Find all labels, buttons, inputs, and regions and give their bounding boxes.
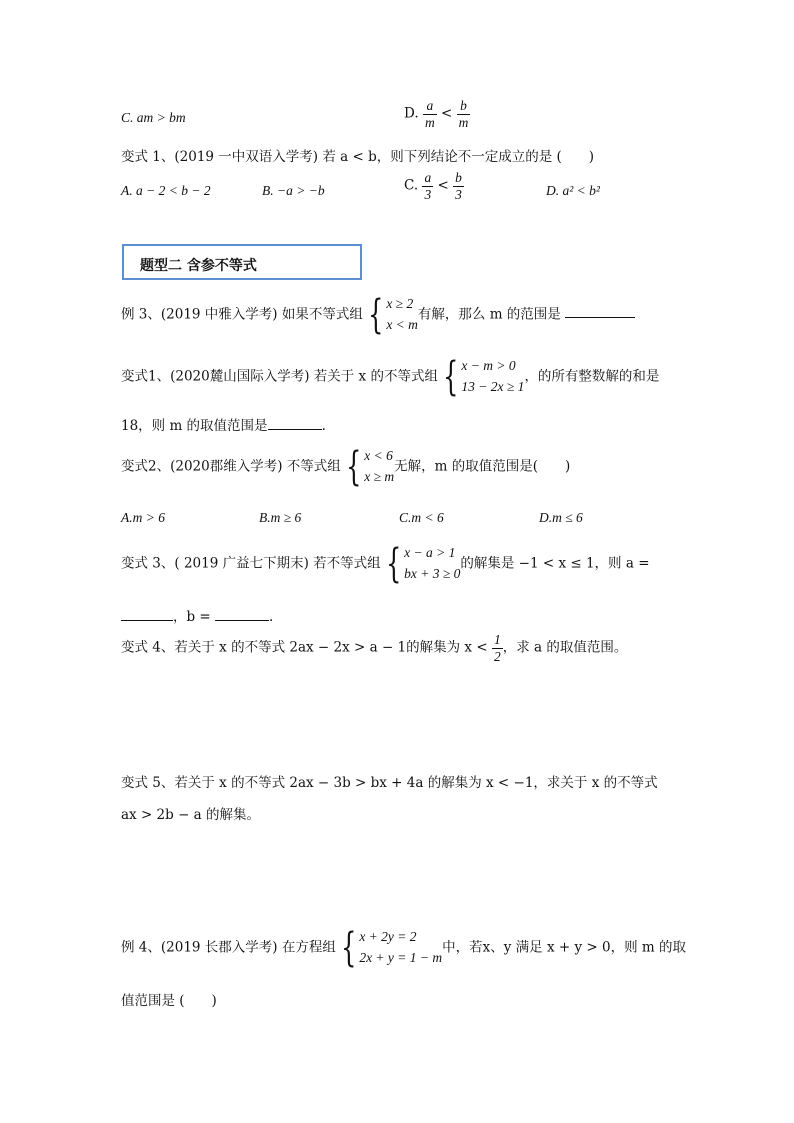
option-c: [121, 110, 186, 126]
equation-system: { x + 2y = 2 2x + y = 1 − m: [340, 924, 443, 971]
inequality-system: { x − a > 1 bx + 3 ≥ 0: [385, 540, 461, 587]
v2-option-b: B.m ≥ 6: [259, 510, 302, 525]
q1-option-b: B. −a > −b: [262, 183, 325, 198]
q1-option-d: D. a² < b²: [546, 183, 600, 198]
answer-blank[interactable]: [268, 417, 322, 430]
variant-5-line1: 变式 5、若关于 x 的不等式 2ax − 3b > bx + 4a 的解集为 x < −1，求关于 x 的不等式: [121, 775, 658, 791]
example-3: 例 3、(2019 中雅入学考) 如果不等式组 { x ≥ 2 x < m 有解，那么 m 的范围是: [121, 294, 635, 336]
answer-blank-b[interactable]: [215, 608, 269, 621]
variant-4: 变式 4、若关于 x 的不等式 2ax − 2x > a − 1的解集为 x < $\frac{1}{2}$ ，求 a 的取值范围。: [121, 632, 628, 664]
fraction-b-over-m: $\frac{b}{m}$: [458, 98, 469, 130]
v2-option-c: C.m < 6: [399, 510, 444, 525]
fraction-a-over-3: $\frac{a}{3}$: [424, 170, 432, 202]
variant-2: 变式2、(2020郡维入学考) 不等式组 { x < 6 x ≥ m 无解，m 的取值范围是( ): [121, 443, 571, 490]
option-c-text: C. am > bm: [121, 110, 186, 125]
variant-1: 变式1、(2020麓山国际入学考) 若关于 x 的不等式组 { x − m > 0 13 − 2x ≥ 1 ，的所有整数解的和是: [121, 353, 660, 400]
q1-option-c: C. $\frac{a}{3}$ < $\frac{b}{3}$: [404, 170, 462, 202]
section-heading-box: [122, 244, 362, 280]
v2-option-a: A.m > 6: [121, 510, 165, 525]
variant-1-line2: 18，则 m 的取值范围是 .: [121, 418, 326, 434]
option-d-label: D.: [404, 105, 419, 122]
variant-3-line2: ，b = .: [121, 605, 273, 625]
section-title: 题型二 含参不等式: [140, 258, 257, 274]
option-d: D. $\frac{a}{m}$ < $\frac{b}{m}$: [404, 98, 469, 130]
example-4: 例 4、(2019 长郡入学考) 在方程组 { x + 2y = 2 2x + y = 1 − m 中，若x、y 满足 x + y > 0，则 m 的取: [121, 924, 686, 971]
question-v1-stem: 变式 1、(2019 一中双语入学考) 若 a < b，则下列结论不一定成立的是 ( ): [121, 149, 595, 165]
inequality-system: { x < 6 x ≥ m: [345, 443, 395, 490]
variant-5-line2: ax > 2b − a 的解集。: [121, 807, 261, 823]
answer-blank[interactable]: [565, 305, 635, 318]
variant-3: 变式 3、( 2019 广益七下期末) 若不等式组 { x − a > 1 bx + 3 ≥ 0 的解集是 −1 < x ≤ 1，则 a =: [121, 540, 650, 587]
fraction-one-half: $\frac{1}{2}$: [493, 632, 501, 664]
q1-option-a: A. a − 2 < b − 2: [121, 183, 211, 198]
fraction-a-over-m: $\frac{a}{m}$: [424, 98, 435, 130]
example-4-line2: 值范围是 ( ): [121, 993, 217, 1009]
answer-blank-a[interactable]: [121, 608, 173, 621]
fraction-b-over-3: $\frac{b}{3}$: [455, 170, 462, 202]
inequality-system: { x − m > 0 13 − 2x ≥ 1: [443, 353, 525, 400]
inequality-system: { x ≥ 2 x < m: [367, 291, 418, 338]
v2-option-d: D.m ≤ 6: [539, 510, 583, 525]
